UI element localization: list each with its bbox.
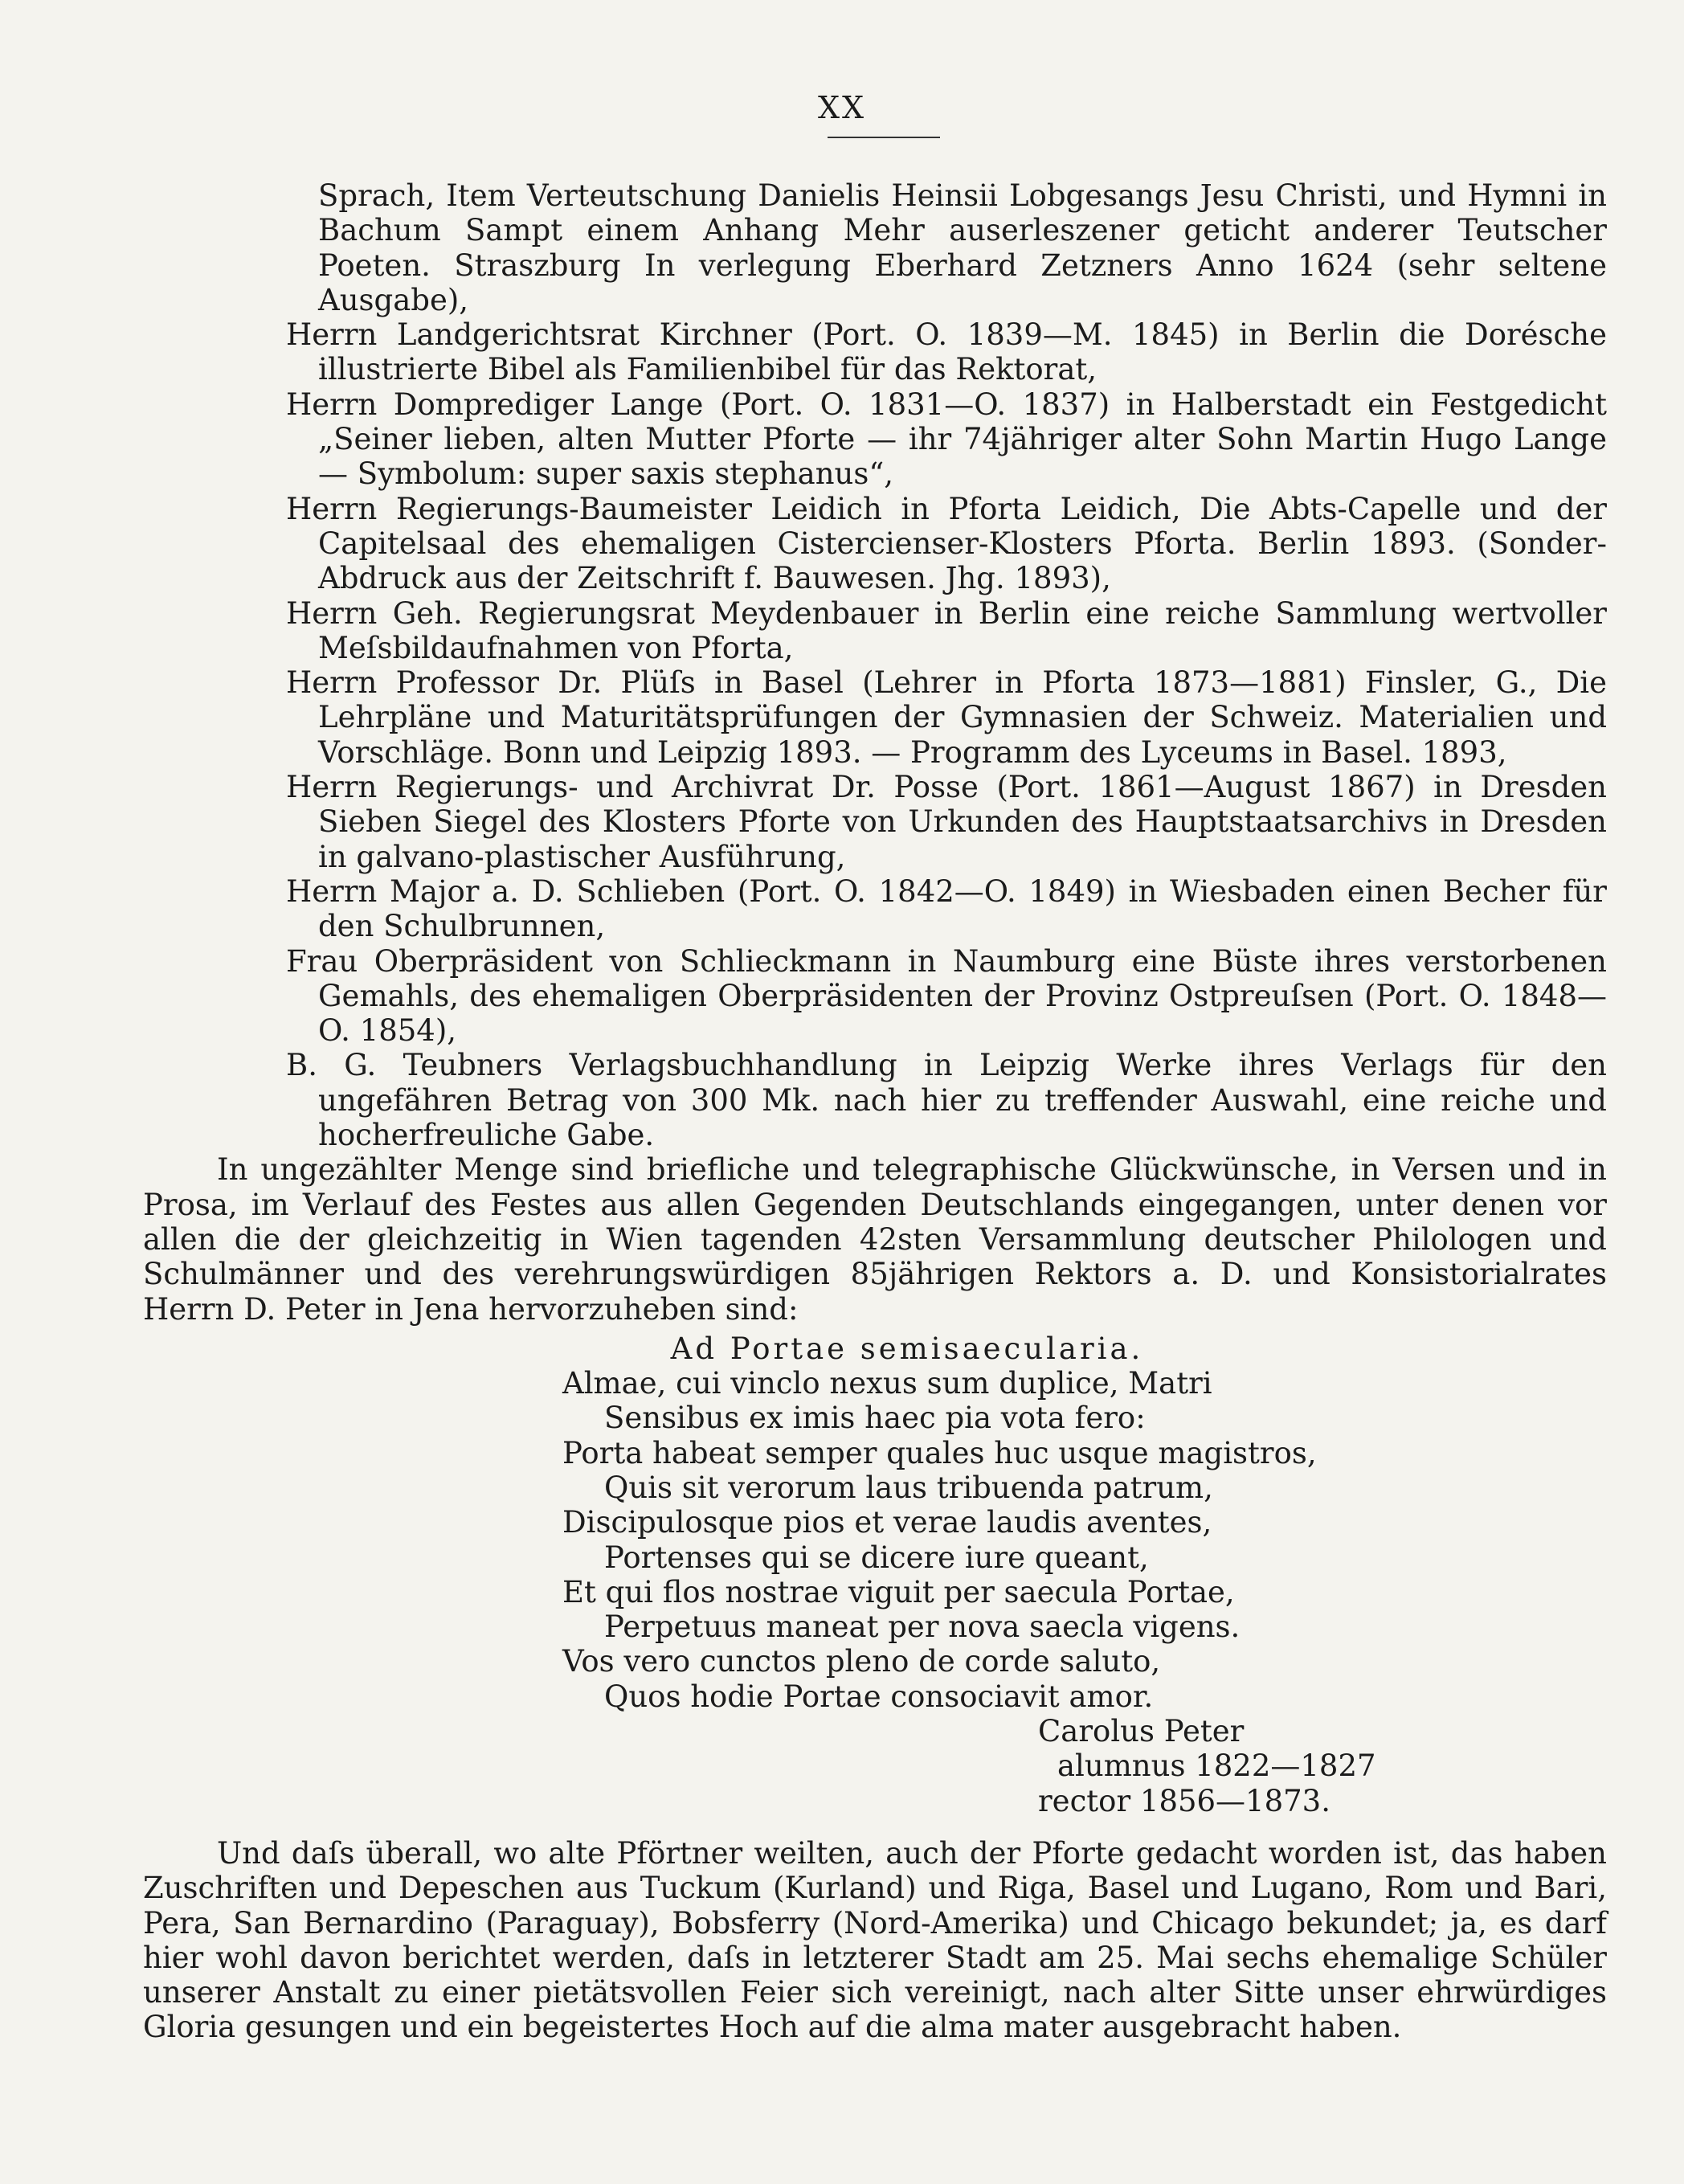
donation-entry: Herrn Professor Dr. Plüſs in Basel (Lehrer in Pforta 1873—1881) Finsler, G., Die Lehrpläne und Maturitätsprüfungen der Gymnasien der Schweiz. Materialien und Vorschläge. Bonn und Leipzig 1893. — Programm des Lyceums in Basel. 1893, <box>286 665 1607 770</box>
poem <box>143 1366 1607 1714</box>
paragraph-abroad: Und daſs überall, wo alte Pförtner weilten, auch der Pforte gedacht worden ist, das haben Zuschriften und Depeschen aus Tuckum (Kurland) und Riga, Basel und Lugano, Rom und Bari, Pera, San Bernardino (Paraguay), Bobsferry (Nord-Amerika) und Chicago bekundet; ja, es darf hier wohl davon berichtet werden, daſs in letzterer Stadt am 25. Mai sechs ehemalige Schüler unserer Anstalt zu einer pietätsvollen Feier sich vereinigt, nach alter Sitte unser ehrwürdiges Gloria gesungen und ein begeistertes Hoch auf die alma mater ausgebracht haben. <box>143 1835 1607 2045</box>
poem-line: Quos hodie Portae consociavit amor. <box>604 1679 1154 1714</box>
poem-line: Portenses qui se dicere iure queant, <box>604 1540 1149 1575</box>
poem-line: Perpetuus maneat per nova saecla vigens. <box>604 1609 1241 1645</box>
donation-entry: Herrn Regierungs-Baumeister Leidich in Pforta Leidich, Die Abts-Capelle und der Capitelsaal des ehemaligen Cistercienser-Klosters Pforta. Berlin 1893. (Sonder-Abdruck aus der Zeitschrift f. Bauwesen. Jhg. 1893), <box>286 491 1607 596</box>
poem-line: Porta habeat semper quales huc usque magistros, <box>562 1435 1317 1470</box>
header-rule <box>828 137 940 138</box>
donation-entry: Herrn Major a. D. Schlieben (Port. O. 1842—O. 1849) in Wiesbaden einen Becher für den Schulbrunnen, <box>286 873 1607 944</box>
donation-entry: Herrn Geh. Regierungsrat Meydenbauer in Berlin eine reiche Sammlung wertvoller Meſsbildaufnahmen von Pforta, <box>286 595 1607 665</box>
poem-line: Vos vero cunctos pleno de corde saluto, <box>562 1644 1161 1679</box>
poem-line: Almae, cui vinclo nexus sum duplice, Matri <box>562 1366 1212 1401</box>
signature-alumnus: alumnus 1822—1827 <box>1057 1748 1376 1784</box>
page-number: XX <box>817 90 867 125</box>
poem-line: Discipulosque pios et verae laudis aventes, <box>562 1505 1212 1540</box>
paragraph-greetings: In ungezählter Menge sind briefliche und telegraphische Glückwünsche, in Versen und in Prosa, im Verlauf des Festes aus allen Gegenden Deutschlands eingegangen, unter denen vor allen die der gleichzeitig in Wien tagenden 42sten Versammlung deutscher Philologen und Schulmänner und des verehrungswürdigen 85jährigen Rektors a. D. und Konsistorialrates Herrn D. Peter in Jena hervorzuheben sind: <box>143 1152 1607 1327</box>
signature-rector: rector 1856—1873. <box>1038 1783 1330 1818</box>
poem-line: Quis sit verorum laus tribuenda patrum, <box>604 1470 1213 1505</box>
poem-signature <box>143 1714 1607 1818</box>
poem-line: Sensibus ex imis haec pia vota fero: <box>604 1401 1146 1436</box>
donation-entry: Herrn Regierungs- und Archivrat Dr. Posse (Port. 1861—August 1867) in Dresden Sieben Siegel des Klosters Pforte von Urkunden des Hauptstaatsarchivs in Dresden in galvano-plastischer Ausführung, <box>286 770 1607 874</box>
donation-entry: Frau Oberpräsident von Schlieckmann in Naumburg eine Büste ihres verstorbenen Gemahls, des ehemaligen Oberpräsidenten der Provinz Ostpreuſsen (Port. O. 1848—O. 1854), <box>286 943 1607 1049</box>
signature-name: Carolus Peter <box>1038 1714 1245 1749</box>
donation-entry: Herrn Landgerichtsrat Kirchner (Port. O. 1839—M. 1845) in Berlin die Dorésche illustrierte Bibel als Familienbibel für das Rektorat, <box>286 317 1607 387</box>
body-text <box>143 178 1607 2045</box>
poem-line: Et qui flos nostrae viguit per saecula Portae, <box>562 1574 1235 1609</box>
donation-entry: Herrn Domprediger Lange (Port. O. 1831—O. 1837) in Halberstadt ein Festgedicht „Seiner lieben, alten Mutter Pforte — ihr 74jähriger alter Sohn Martin Hugo Lange — Symbolum: super saxis stephanus“, <box>286 386 1607 492</box>
donation-entry: B. G. Teubners Verlagsbuchhandlung in Leipzig Werke ihres Verlags für den ungefähren Betrag von 300 Mk. nach hier zu treffender Auswahl, eine reiche und hocherfreuliche Gabe. <box>286 1048 1607 1153</box>
donation-entry: Sprach, Item Verteutschung Danielis Heinsii Lobgesangs Jesu Christi, und Hymni in Bachum Sampt einem Anhang Mehr auserleszener geticht anderer Teutscher Poeten. Straszburg In verlegung Eberhard Zetzners Anno 1624 (sehr seltene Ausgabe), <box>318 178 1607 317</box>
poem-title: Ad Portae semisaecularia. <box>670 1331 1144 1366</box>
